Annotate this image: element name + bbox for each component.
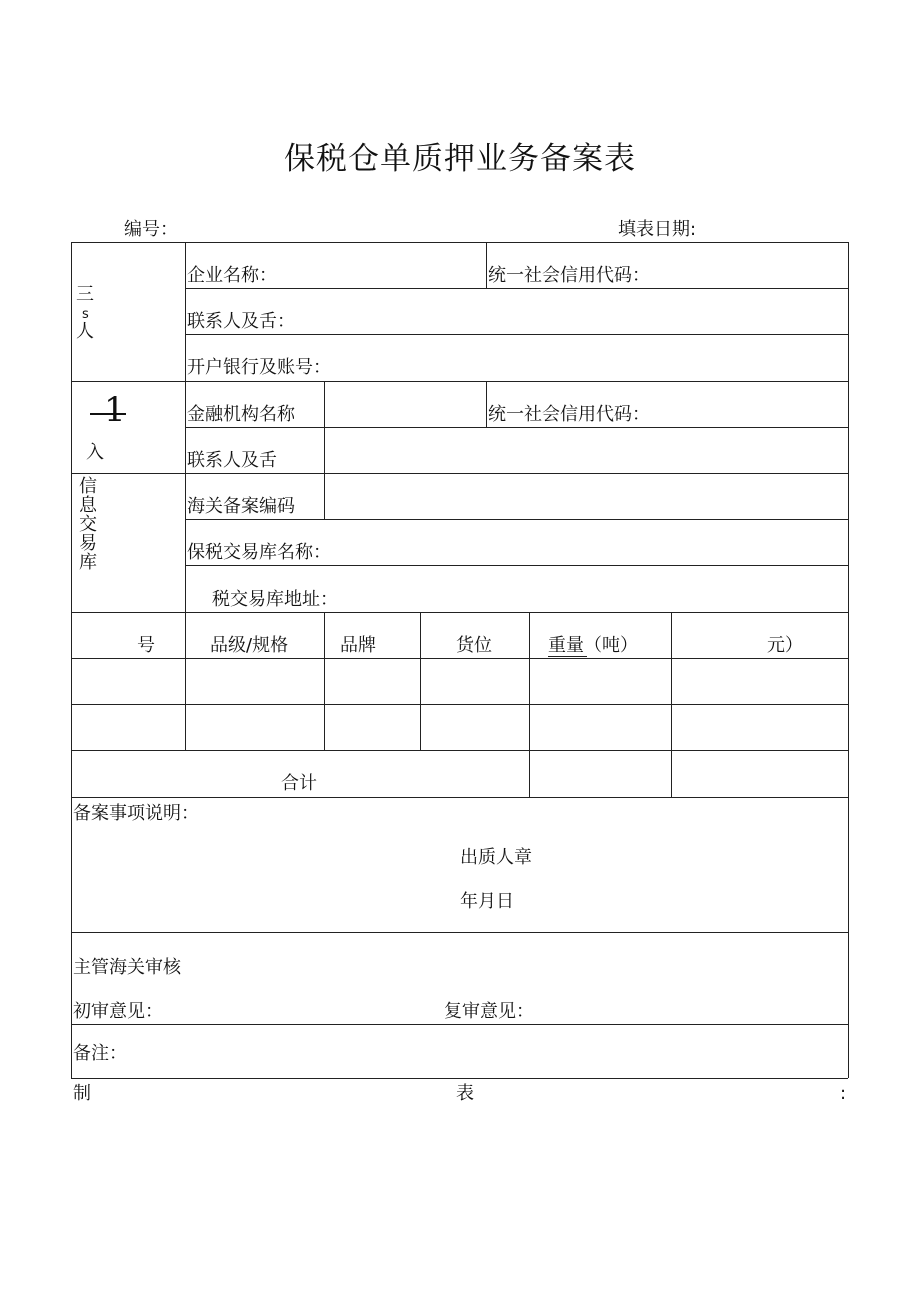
table-maker-label: 表 bbox=[456, 1083, 474, 1104]
total-label: 合计 bbox=[281, 773, 317, 794]
col-header-weight: 重量（吨） bbox=[548, 635, 638, 656]
serial-number-label: 编号： bbox=[124, 219, 178, 240]
pledgee-credit-code-label: 统一社会信用代码： bbox=[488, 404, 650, 425]
page-title: 保税仓单质押业务备案表 bbox=[284, 141, 636, 177]
bank-account-label: 开户银行及账号： bbox=[187, 357, 331, 378]
company-name-label: 企业名称： bbox=[187, 265, 277, 286]
footer-colon: : bbox=[840, 1083, 847, 1104]
col-header-number: 号 bbox=[137, 635, 155, 656]
first-review-label: 初审意见： bbox=[73, 1001, 163, 1022]
second-review-label: 复审意见： bbox=[444, 1001, 534, 1022]
institution-name-label: 金融机构名称 bbox=[187, 404, 295, 425]
pledgor-side-label-a: 三 bbox=[76, 284, 94, 305]
col-header-grade-spec: 品级/规格 bbox=[210, 635, 289, 656]
pledgor-seal-label: 出质人章 bbox=[460, 847, 532, 868]
pledgee-side-label-b: 入 bbox=[86, 442, 104, 463]
customs-code-label: 海关备案编码 bbox=[187, 496, 295, 517]
pledgor-credit-code-label: 统一社会信用代码： bbox=[488, 265, 650, 286]
col-header-location: 货位 bbox=[456, 635, 492, 656]
date-line-label: 年月日 bbox=[460, 891, 514, 912]
warehouse-name-label: 保税交易库名称： bbox=[187, 542, 331, 563]
pledgor-contact-label: 联系人及舌： bbox=[187, 311, 295, 332]
maker-label: 制 bbox=[73, 1083, 91, 1104]
pledgor-side-label-b: s bbox=[82, 307, 89, 322]
pledgee-side-label-a: 1 bbox=[104, 390, 126, 430]
weight-header-underline bbox=[548, 656, 587, 657]
warehouse-address-label: 税交易库地址： bbox=[212, 589, 338, 610]
fill-date-label: 填表日期: bbox=[618, 219, 697, 240]
warehouse-side-label: 信息交易库 bbox=[79, 476, 97, 573]
pledgee-contact-label: 联系人及舌 bbox=[187, 450, 277, 471]
remarks-label: 备注： bbox=[73, 1043, 127, 1064]
col-header-brand: 品牌 bbox=[340, 635, 376, 656]
customs-review-title: 主管海关审核 bbox=[73, 957, 181, 978]
filing-note-label: 备案事项说明： bbox=[73, 803, 199, 824]
pledgor-side-label-c: 人 bbox=[76, 321, 94, 342]
col-header-amount: 元） bbox=[767, 635, 803, 656]
